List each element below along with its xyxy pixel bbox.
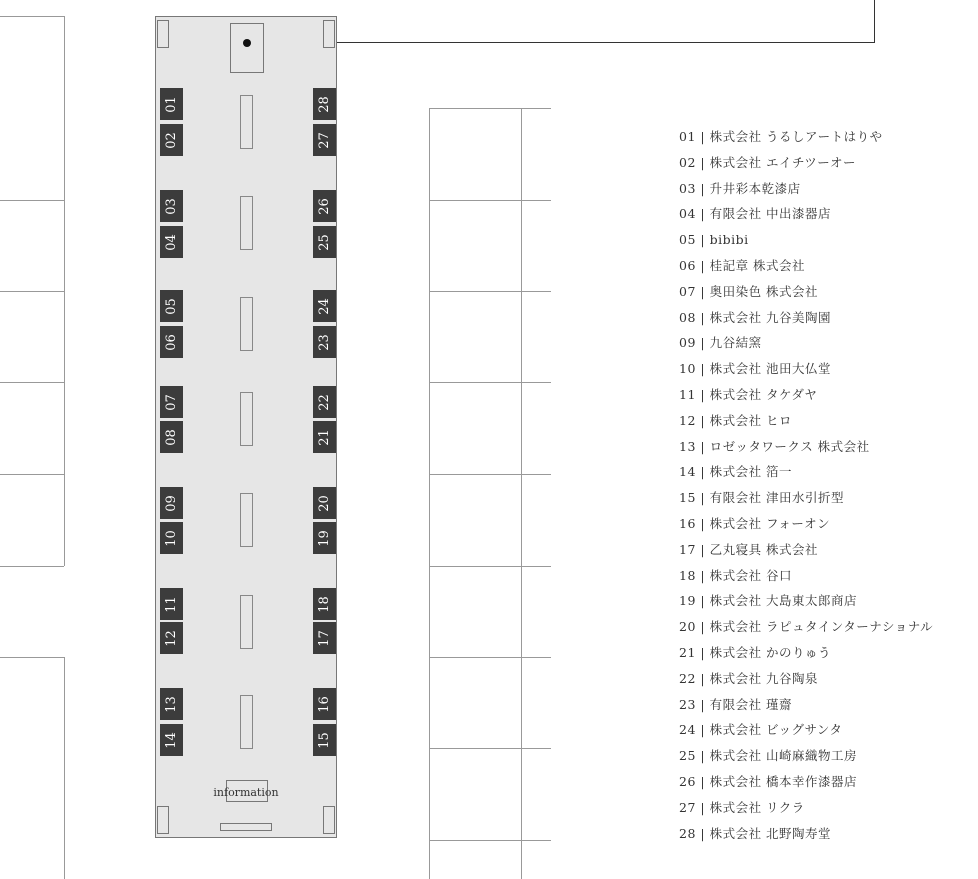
booth-number: 04: [163, 233, 179, 251]
booth-17[interactable]: [313, 622, 336, 654]
booth-number: 22: [316, 393, 332, 411]
booth-02[interactable]: [160, 124, 183, 156]
left-grid-line: [0, 382, 64, 383]
booth-19[interactable]: [313, 522, 336, 554]
booth-number: 28: [316, 95, 332, 113]
booth-number: 07: [163, 393, 179, 411]
connector-line-horizontal: [247, 42, 875, 43]
center-table: [240, 95, 253, 149]
booth-13[interactable]: [160, 688, 183, 720]
legend-item[interactable]: 19 | 株式会社 大島東太郎商店: [679, 593, 858, 609]
booth-number: 19: [316, 529, 332, 547]
hall-corner-pillar: [323, 20, 335, 48]
booth-number: 27: [316, 131, 332, 149]
right-grid-line: [429, 474, 551, 475]
booth-12[interactable]: [160, 622, 183, 654]
left-grid-line: [0, 474, 64, 475]
booth-number: 20: [316, 494, 332, 512]
booth-20[interactable]: [313, 487, 336, 519]
right-grid-line: [429, 200, 551, 201]
booth-number: 21: [316, 428, 332, 446]
legend-item[interactable]: 28 | 株式会社 北野陶寿堂: [679, 825, 832, 841]
legend-item[interactable]: 20 | 株式会社 ラピュタインターナショナル: [679, 619, 934, 635]
booth-03[interactable]: [160, 190, 183, 222]
booth-number: 06: [163, 333, 179, 351]
booth-14[interactable]: [160, 724, 183, 756]
booth-28[interactable]: [313, 88, 336, 120]
booth-22[interactable]: [313, 386, 336, 418]
center-table: [240, 695, 253, 749]
booth-number: 14: [163, 731, 179, 749]
legend-item[interactable]: 15 | 有限会社 津田水引折型: [679, 490, 845, 506]
booth-07[interactable]: [160, 386, 183, 418]
left-grid-vertical-line: [64, 16, 65, 566]
booth-23[interactable]: [313, 326, 336, 358]
booth-number: 24: [316, 297, 332, 315]
legend-item[interactable]: 09 | 九谷結窯: [679, 335, 762, 351]
legend-item[interactable]: 03 | 升井彩本乾漆店: [679, 180, 801, 196]
hall-corner-pillar: [323, 806, 335, 834]
legend-item[interactable]: 11 | 株式会社 タケダヤ: [679, 386, 818, 402]
legend-item[interactable]: 27 | 株式会社 リクラ: [679, 799, 805, 815]
legend-item[interactable]: 14 | 株式会社 箔一: [679, 464, 793, 480]
left-grid-vertical-line-lower: [64, 657, 65, 879]
booth-number: 16: [316, 695, 332, 713]
right-grid-vertical-line: [429, 108, 430, 879]
booth-26[interactable]: [313, 190, 336, 222]
legend-item[interactable]: 07 | 奥田染色 株式会社: [679, 283, 819, 299]
booth-number: 18: [316, 595, 332, 613]
booth-04[interactable]: [160, 226, 183, 258]
legend-item[interactable]: 22 | 株式会社 九谷陶泉: [679, 670, 819, 686]
booth-18[interactable]: [313, 588, 336, 620]
booth-number: 03: [163, 197, 179, 215]
left-grid-line: [0, 566, 64, 567]
booth-08[interactable]: [160, 421, 183, 453]
booth-06[interactable]: [160, 326, 183, 358]
legend-item[interactable]: 08 | 株式会社 九谷美陶園: [679, 309, 832, 325]
booth-number: 25: [316, 233, 332, 251]
exhibitor-legend: [679, 124, 933, 846]
legend-item[interactable]: 18 | 株式会社 谷口: [679, 567, 793, 583]
legend-item[interactable]: 02 | 株式会社 エイチツーオー: [679, 154, 857, 170]
booth-number: 11: [163, 595, 179, 613]
booth-01[interactable]: [160, 88, 183, 120]
booth-number: 10: [163, 529, 179, 547]
information-label: information: [213, 786, 279, 799]
booth-number: 13: [163, 695, 179, 713]
legend-item[interactable]: 06 | 桂記章 株式会社: [679, 257, 806, 273]
booth-05[interactable]: [160, 290, 183, 322]
legend-item[interactable]: 12 | 株式会社 ヒロ: [679, 412, 793, 428]
left-grid-line: [0, 200, 64, 201]
legend-item[interactable]: 24 | 株式会社 ビッグサンタ: [679, 722, 843, 738]
booth-number: 12: [163, 629, 179, 647]
booth-number: 23: [316, 333, 332, 351]
legend-item[interactable]: 16 | 株式会社 フォーオン: [679, 515, 831, 531]
location-marker-dot: [243, 39, 251, 47]
right-grid-line: [429, 291, 551, 292]
right-grid-line: [429, 840, 551, 841]
legend-item[interactable]: 25 | 株式会社 山崎麻織物工房: [679, 748, 858, 764]
legend-item[interactable]: 10 | 株式会社 池田大仏堂: [679, 361, 832, 377]
booth-16[interactable]: [313, 688, 336, 720]
right-grid-line: [429, 108, 551, 109]
left-grid-line: [0, 657, 64, 658]
legend-item[interactable]: 04 | 有限会社 中出漆器店: [679, 206, 832, 222]
booth-24[interactable]: [313, 290, 336, 322]
right-grid-line: [429, 748, 551, 749]
booth-15[interactable]: [313, 724, 336, 756]
hall-corner-pillar: [157, 20, 169, 48]
right-grid-vertical-line: [521, 108, 522, 879]
booth-number: 15: [316, 731, 332, 749]
center-table: [240, 297, 253, 351]
hall-corner-pillar: [157, 806, 169, 834]
center-table: [240, 196, 253, 250]
booth-number: 09: [163, 494, 179, 512]
connector-line-vertical: [874, 0, 875, 43]
booth-25[interactable]: [313, 226, 336, 258]
legend-item[interactable]: 01 | 株式会社 うるしアートはりや: [679, 129, 883, 144]
left-grid-line: [0, 291, 64, 292]
booth-number: 08: [163, 428, 179, 446]
right-grid-line: [429, 382, 551, 383]
booth-27[interactable]: [313, 124, 336, 156]
entrance-box: [230, 23, 264, 73]
booth-number: 26: [316, 197, 332, 215]
booth-number: 17: [316, 629, 332, 647]
booth-09[interactable]: [160, 487, 183, 519]
center-table: [240, 392, 253, 446]
right-grid-line: [429, 566, 551, 567]
booth-number: 01: [163, 95, 179, 113]
legend-item[interactable]: 05 | bibibi: [679, 232, 749, 248]
legend-item[interactable]: 23 | 有限会社 瑾齋: [679, 696, 793, 712]
information-counter: [220, 823, 272, 831]
booth-11[interactable]: [160, 588, 183, 620]
center-table: [240, 493, 253, 547]
legend-item[interactable]: 26 | 株式会社 橋本幸作漆器店: [679, 773, 858, 789]
left-grid-line: [0, 16, 64, 17]
center-table: [240, 595, 253, 649]
legend-item[interactable]: 17 | 乙丸寝具 株式会社: [679, 541, 819, 557]
legend-item[interactable]: 13 | ロゼッタワークス 株式会社: [679, 438, 870, 454]
booth-21[interactable]: [313, 421, 336, 453]
legend-item[interactable]: 21 | 株式会社 かのりゅう: [679, 644, 832, 660]
right-grid-line: [429, 657, 551, 658]
booth-number: 05: [163, 297, 179, 315]
booth-number: 02: [163, 131, 179, 149]
booth-10[interactable]: [160, 522, 183, 554]
